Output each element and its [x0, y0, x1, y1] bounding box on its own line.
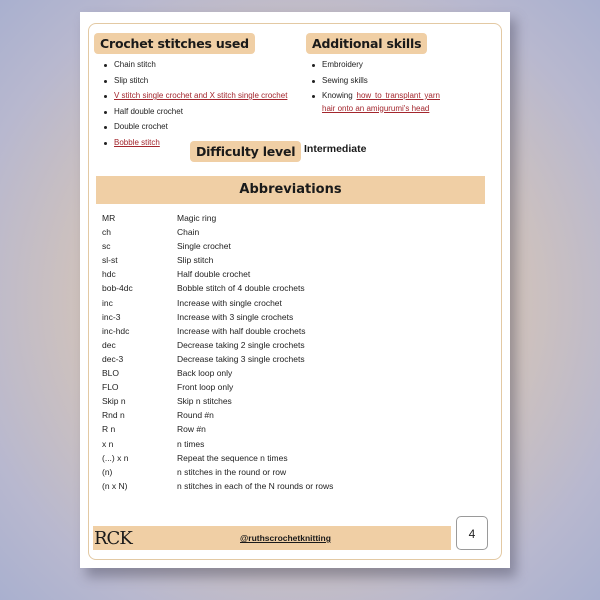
abbreviation-row [102, 296, 402, 310]
abbreviation-meaning: Row #n [177, 424, 206, 435]
abbreviation-row [102, 310, 402, 324]
abbreviation-code: dec-3 [102, 353, 124, 364]
abbreviation-code: x n [102, 438, 114, 449]
abbreviation-code: R n [102, 424, 116, 435]
abbreviation-code: (n x N) [102, 480, 128, 491]
abbreviation-meaning: Increase with 3 single crochets [177, 311, 294, 322]
abbreviation-row [102, 267, 402, 281]
stitch-item: Double crochet [102, 121, 294, 134]
skill-item [310, 90, 440, 115]
abbreviation-code: FLO [102, 382, 119, 393]
abbreviation-meaning: Round #n [177, 410, 214, 421]
difficulty-value: Intermediate [304, 143, 367, 155]
abbreviation-row [102, 422, 402, 436]
abbreviation-row [102, 338, 402, 352]
abbreviation-code: MR [102, 213, 116, 223]
stitch-link[interactable]: V stitch single crochet and X stitch single crochet [114, 91, 288, 100]
abbreviation-code: dec [102, 339, 116, 350]
abbreviation-code: (n) [102, 466, 113, 477]
additional-skills-heading: Additional skills [306, 33, 427, 54]
additional-skills-list [310, 59, 440, 118]
abbreviation-row [102, 451, 402, 465]
abbreviation-meaning: Chain [177, 227, 200, 238]
abbreviation-row [102, 366, 402, 380]
stitch-item [102, 90, 294, 103]
stitch-item: Chain stitch [102, 59, 294, 72]
abbreviation-meaning: n times [177, 438, 205, 449]
abbreviation-code: BLO [102, 368, 120, 379]
abbreviation-meaning: Slip stitch [177, 255, 214, 266]
abbreviation-code: inc [102, 297, 113, 308]
abbreviation-meaning: n stitches in the round or row [177, 466, 287, 477]
abbreviation-meaning: Magic ring [177, 213, 217, 223]
abbreviation-meaning: Decrease taking 2 single crochets [177, 339, 305, 350]
abbreviation-row [102, 408, 402, 422]
skill-item: Embroidery [310, 59, 440, 72]
stitch-link[interactable]: Bobble stitch [114, 137, 160, 147]
abbreviation-row [102, 479, 402, 493]
document-page [80, 12, 510, 568]
abbreviation-row [102, 253, 402, 267]
abbreviations-heading: Abbreviations [96, 176, 485, 204]
abbreviation-meaning: Half double crochet [177, 269, 251, 280]
abbreviation-code: inc-3 [102, 311, 121, 322]
stitch-item: Slip stitch [102, 75, 294, 88]
abbreviation-row [102, 324, 402, 338]
abbreviation-meaning: Single crochet [177, 241, 231, 252]
abbreviation-row [102, 394, 402, 408]
rck-logo: RCK [94, 528, 132, 549]
skill-item-prefix: Knowing [322, 91, 357, 100]
abbreviation-meaning: Increase with single crochet [177, 297, 282, 308]
crochet-stitches-list [102, 59, 294, 152]
abbreviation-code: inc-hdc [102, 325, 130, 336]
stitch-item: Half double crochet [102, 106, 294, 119]
abbreviation-code: sc [102, 241, 111, 252]
instagram-handle-link[interactable]: @ruthscrochetknitting [240, 533, 331, 543]
abbreviation-row [102, 239, 402, 253]
transplant-hair-link[interactable]: how to transplant yarn hair onto an amigurumi's head [322, 91, 440, 113]
difficulty-heading: Difficulty level [190, 141, 301, 162]
abbreviation-code: Skip n [102, 396, 126, 407]
skill-item: Sewing skills [310, 75, 440, 88]
abbreviation-code: Rnd n [102, 410, 125, 421]
abbreviation-code: ch [102, 227, 111, 238]
abbreviation-meaning: Bobble stitch of 4 double crochets [177, 283, 305, 294]
abbreviation-code: hdc [102, 269, 116, 280]
page-number: 4 [456, 516, 488, 550]
abbreviation-meaning: n stitches in each of the N rounds or rows [177, 480, 334, 491]
abbreviation-meaning: Back loop only [177, 368, 233, 379]
crochet-stitches-heading: Crochet stitches used [94, 33, 255, 54]
abbreviations-table [102, 211, 402, 493]
abbreviation-meaning: Skip n stitches [177, 396, 232, 407]
abbreviation-code: bob-4dc [102, 283, 133, 294]
abbreviation-row [102, 380, 402, 394]
abbreviation-row [102, 465, 402, 479]
abbreviation-row [102, 352, 402, 366]
abbreviation-meaning: Front loop only [177, 382, 234, 393]
abbreviation-meaning: Increase with half double crochets [177, 325, 306, 336]
abbreviation-row [102, 225, 402, 239]
abbreviation-row [102, 281, 402, 295]
abbreviation-row [102, 437, 402, 451]
abbreviation-code: (...) x n [102, 452, 129, 463]
abbreviation-code: sl-st [102, 255, 118, 266]
abbreviation-meaning: Decrease taking 3 single crochets [177, 353, 305, 364]
abbreviation-row [102, 211, 402, 225]
abbreviation-meaning: Repeat the sequence n times [177, 452, 288, 463]
